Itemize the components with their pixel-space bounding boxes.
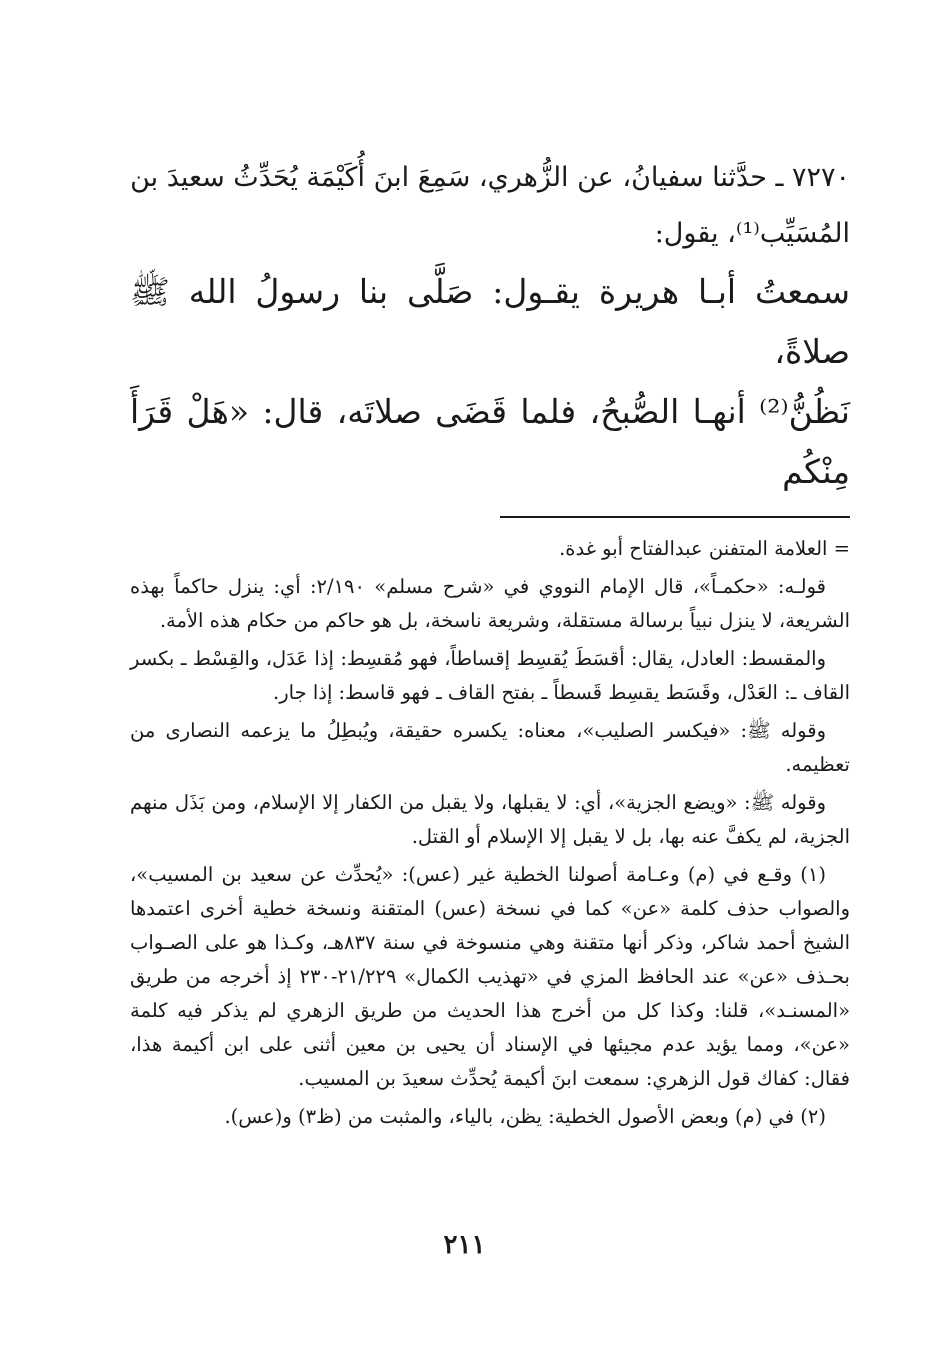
hadith-line-3: سمعتُ أبـا هريرة يقـول: صَلَّى بنا رسولُ الله ﷺ صلاةً، bbox=[130, 272, 850, 371]
footnote-2: (٢) في (م) وبعض الأصول الخطية: يظن، بالياء، والمثبت من (ظ٣) و(عس). bbox=[224, 1105, 826, 1128]
hadith-text bbox=[130, 150, 850, 502]
footnote-continuation: = العلامة المتفنن عبدالفتاح أبو غدة. bbox=[559, 537, 850, 560]
footnotes bbox=[130, 532, 850, 1134]
footnote-separator bbox=[500, 516, 850, 518]
footnote-paragraph: والمقسط: العادل، يقال: أقسَطَ يُقسِط إقساطاً، فهو مُقسِط: إذا عَدَل، والقِسْط ـ بكسر القاف ـ: العَدْل، وقَسَط يقسِط قَسطاً ـ بفتح القاف ـ فهو قاسط: إذا جار. bbox=[130, 647, 850, 704]
hadith-line-2: المُسَيِّب⁽¹⁾، يقول: bbox=[654, 218, 850, 249]
footnote-paragraph: وقوله ﷺ: «ويضع الجزية»، أي: لا يقبلها، ولا يقبل من الكفار إلا الإسلام، ومن بَذَل منهم الجزية، لم يكفَّ عنه بها، بل لا يقبل إلا الإسلام أو القتل. bbox=[130, 791, 850, 848]
page-body bbox=[130, 150, 850, 1138]
footnote-paragraph: قولـه: «حكمـاً»، قال الإمام النووي في «شرح مسلم» ٢/١٩٠: أي: ينزل حاكماً بهذه الشريعة، لا ينزل نبياً برسالة مستقلة، وشريعة ناسخة، بل هو حاكم من حكام هذه الأمة. bbox=[130, 575, 850, 632]
hadith-line-1: ٧٢٧٠ ـ حدَّثنا سفيانُ، عن الزُّهري، سَمِعَ ابنَ أُكَيْمَة يُحَدِّثُ سعيدَ بن bbox=[130, 162, 850, 193]
hadith-line-4: نَظُنُّ⁽²⁾ أنهـا الصُّبحُ، فلما قَضَى صلاتَه، قال: «هَلْ قَرَأَ مِنْكُم bbox=[130, 392, 850, 491]
footnote-1: (١) وقـع في (م) وعـامة أصولنا الخطية غير (عس): «يُحدِّث عن سعيد بن المسيب»، والصواب حذف كلمة «عن» كما في نسخة (عس) المتقنة ونسخة خطية أخرى اعتمدها الشيخ أحمد شاكر، وذكر أنها متقنة وهي منسوخة في سنة ٨٣٧هـ، وكـذا هو على الصـواب بحـذف «عن» عند الحافظ المزي في «تهذيب الكمال» ٢١/٢٢٩-٢٣٠ إذ أخرجه من طريق «المسنـد»، قلنا: وكذا كل من أخرج هذا الحديث من طريق الزهري لم يذكر فيه كلمة «عن»، ومما يؤيد عدم مجيئها في الإسناد أن يحيى بن معين أثنى على ابن أكيمة هذا، فقال: كفاك قول الزهري: سمعت ابنَ أكيمة يُحدِّث سعيدَ بن المسيب. bbox=[130, 863, 850, 1090]
footnote-paragraph: وقوله ﷺ: «فيكسر الصليب»، معناه: يكسره حقيقة، ويُبطِلُ ما يزعمه النصارى من تعظيمه. bbox=[130, 719, 850, 776]
page-number: ٢١١ bbox=[443, 1230, 486, 1260]
